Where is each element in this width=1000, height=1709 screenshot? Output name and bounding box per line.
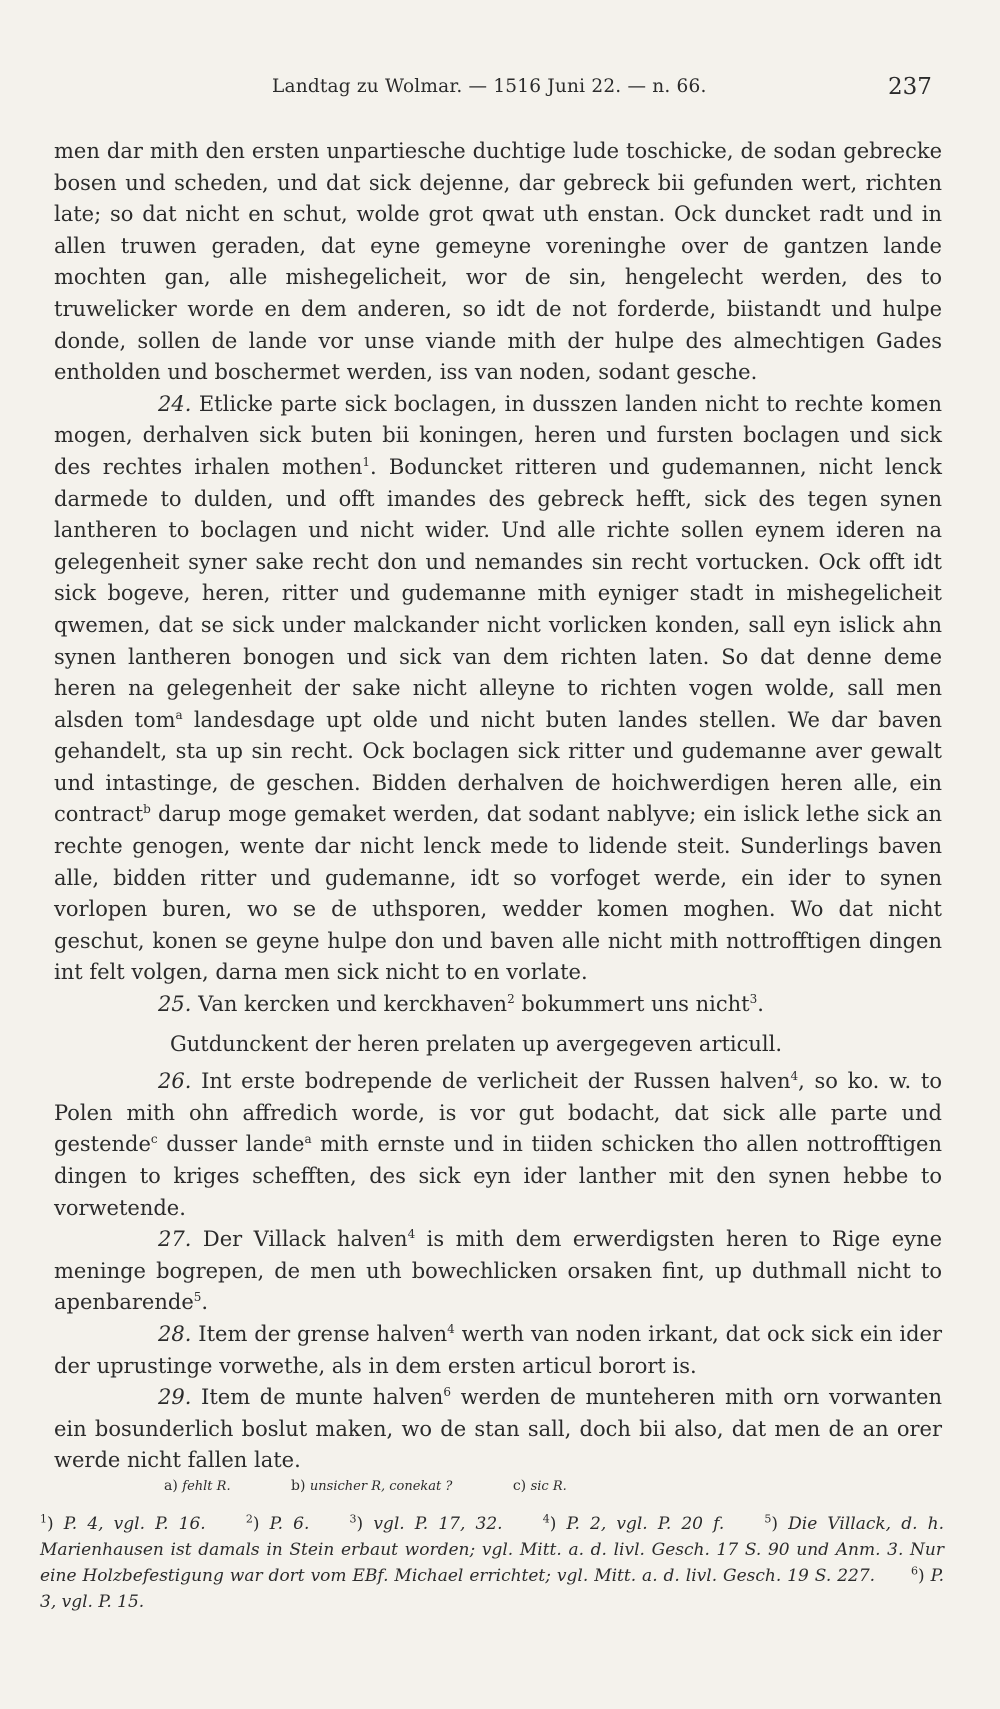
running-title: Landtag zu Wolmar. — 1516 Juni 22. — n. 66. [272,76,707,97]
paragraph-text: Der Villack halven [202,1227,408,1252]
footnote: $^2$) P. 6. [245,1512,310,1534]
variant-ref: a [175,707,183,722]
paragraph-text: werth van noden irkant, dat ock sick ein ider der uprustinge vorwethe, als in dem ersten articul borort is. [54,1321,942,1378]
variant-note: a) fehlt R. [164,1478,231,1494]
paragraph-text: . [201,1290,209,1315]
footnote-ref: 5 [193,1290,202,1305]
variant-note: b) unsicher R, conekat ? [291,1478,453,1494]
paragraph-continued: men dar mith den ersten unpartiesche duchtige lude toschicke, de sodan gebrecke bosen und scheden, und dat sick dejenne, dar gebreck bii gefunden wert, richten late; so dat nicht en schut, wolde grot qwat uth enstan. Ock duncket radt und in allen truwen geraden, dat eyne gemeyne voreninghe over de gantzen lande mochten gan, alle mishegelicheit, wor de sin, hengelecht werden, des to truwelicker worde en dem anderen, so idt de not forderde, biistandt und hulpe donde, sollen de lande vor unse viande mith der hulpe des almechtigen Gades entholden und boschermet werden, iss van noden, sodant gesche. [54,139,942,385]
section-heading: Gutdunckent der heren prelaten up avergegeven articull. [170,1031,783,1056]
paragraph-27 [54,1224,942,1319]
footnotes-text [40,1511,944,1615]
footnote: $^4$) P. 2, vgl. P. 20 f. [542,1512,725,1534]
paragraph-29 [54,1382,942,1477]
paragraph-number: 24. [158,391,192,416]
variant-ref: c [150,1132,158,1147]
paragraph-number: 27. [158,1227,192,1252]
paragraph-number: 26. [158,1069,192,1094]
footnote-ref: 1 [362,454,371,469]
main-text [54,136,942,1477]
paragraph-25 [54,989,942,1021]
paragraph-26 [54,1066,942,1224]
footnotes-area [40,1476,944,1615]
footnote-ref: 4 [790,1069,799,1084]
paragraph-number: 29. [158,1385,192,1410]
page-number: 237 [888,74,932,100]
paragraph-number: 25. [158,992,192,1017]
footnote: $^5$) Die Villack, d. h. Marienhausen ist damals in Stein erbaut worden; vgl. Mitt. a. d. livl. Gesch. 17 S. 90 und Anm. 3. Nur eine Holzbefestigung war dort vom EBf. Michael errichtet; vgl. Mitt. a. d. livl. Gesch. 19 S. 227. [40,1512,944,1586]
paragraph-text: bokummert uns nicht [514,992,750,1017]
footnote: $^1$) P. 4, vgl. P. 16. [40,1512,206,1534]
paragraph-text: dusser lande [157,1132,305,1157]
paragraph-text: landesdage upt olde und nicht buten landes stellen. We dar baven gehandelt, sta up sin recht. Ock boclagen sick ritter und gudemanne aver gewalt und intastinge, de geschen. Bidden derhalven de hoichwerdigen heren alle, ein contract [54,707,942,827]
paragraph-text: Van kercken und kerckhaven [198,992,508,1017]
footnote-ref: 4 [407,1227,416,1242]
running-header [0,74,1000,114]
variant-note: c) sic R. [512,1478,567,1494]
paragraph-24 [54,389,942,989]
footnote: $^3$) vgl. P. 17, 32. [349,1512,503,1534]
footnote-ref: 4 [447,1321,455,1336]
paragraph-text: Etlicke parte sick boclagen, in dusszen landen nicht to rechte komen mogen, derhalven sick buten bii koningen, heren und fursten boclagen und sick des rechtes irhalen mothen [54,391,942,479]
footnote-ref: 6 [443,1385,451,1400]
paragraph-text: mith ernste und in tiiden schicken tho allen nottrofftigen dingen to kriges schefften, des sick eyn ider lanther mit den synen hebbe to vorwetende. [54,1132,942,1220]
paragraph-text: darup moge gemaket werden, dat sodant nablyve; ein islick lethe sick an rechte genogen, wente dar nicht lenck mede to lidende steit. Sunderlings baven alle, bidden ritter und gudemanne, idt so vorfoget werde, ein ider to synen vorlopen buren, wo se de uthsporen, wedder komen moghen. Wo dat nicht geschut, konen se geyne hulpe don und baven alle nicht mith nottrofftigen dingen int felt volgen, darna men sick nicht to en vorlate. [54,802,942,985]
paragraph-text: werden de munteheren mith orn vorwanten ein bosunderlich boslut maken, wo de stan sall, doch bii also, dat men de an orer werde nicht fallen late. [54,1385,942,1473]
paragraph-28 [54,1319,942,1382]
footnote-ref: 2 [507,992,515,1007]
footnote-ref: 3 [749,992,758,1007]
paragraph-text: . [757,992,764,1017]
paragraph-text: , so ko. w. to Polen mith ohn affredich worde, is vor gut bodacht, dat sick alle parte und gestende [54,1069,942,1157]
variant-notes [164,1476,944,1497]
paragraph-text: Int erste bodrepende de verlicheit der Russen halven [201,1069,791,1094]
paragraph-text: Item de munte halven [201,1385,444,1410]
paragraph-text: . Boduncket ritteren und gudemannen, nicht lenck darmede to dulden, und offt imandes des gebreck hefft, sick des tegen synen lantheren to boclagen und nicht wider. Und alle richte sollen eynem ideren na gelegenheit syner sake recht don und nemandes sin recht vortucken. Ock offt idt sick bogeve, heren, ritter und gudemanne mith eyniger stadt in mishegelicheit qwemen, dat se sick under malckander nicht vorlicken konden, sall eyn islick ahn synen lantheren bonogen und sick van dem richten laten. So dat denne deme heren na gelegenheit der sake nicht alleyne to richten vogen wolde, sall men alsden tom [54,454,942,732]
variant-ref: b [143,802,151,817]
paragraph-text: is mith dem erwerdigsten heren to Rige eyne meninge bogrepen, de men uth bowechlicken orsaken fint, up duthmall nicht to apenbarende [54,1227,943,1315]
footnote: $^6$) P. 3, vgl. P. 15. [40,1564,944,1612]
paragraph-number: 28. [158,1321,192,1346]
paragraph-text: Item der grense halven [198,1321,448,1346]
variant-ref: a [304,1132,312,1147]
